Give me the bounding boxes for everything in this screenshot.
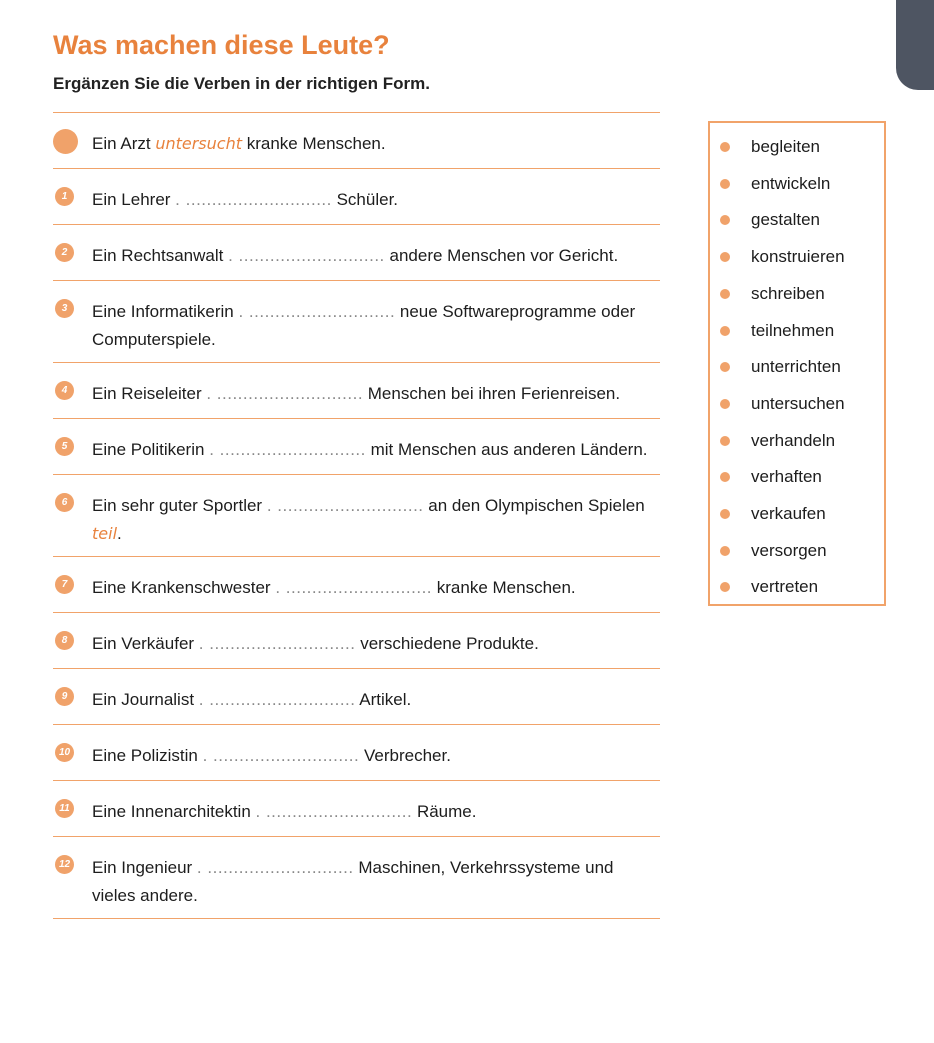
answer-blank[interactable]: . ............................ xyxy=(206,384,364,403)
item-subject: Eine Politikerin xyxy=(92,440,205,459)
verb-item xyxy=(720,464,822,490)
bullet-dot-icon xyxy=(720,436,730,446)
answer-blank[interactable]: . ............................ xyxy=(175,190,332,209)
verb-label: unterrichten xyxy=(751,357,841,377)
item-subject: Eine Informatikerin xyxy=(92,302,234,321)
item-subject: Eine Krankenschwester xyxy=(92,578,271,597)
verb-item xyxy=(720,281,825,307)
item-rest: mit Menschen aus anderen Ländern. xyxy=(365,440,648,459)
item-number-badge: 5 xyxy=(55,437,74,456)
instruction: Ergänzen Sie die Verben in der richtigen Form. xyxy=(53,74,430,93)
answer-blank[interactable]: . ............................ xyxy=(275,578,433,597)
verb-label: gestalten xyxy=(751,210,820,230)
answer-blank[interactable]: . ............................ xyxy=(196,858,354,877)
bullet-dot-icon xyxy=(720,215,730,225)
exercise-item xyxy=(53,836,660,918)
item-rest: verschiedene Produkte. xyxy=(355,634,539,653)
answer-blank[interactable]: . ............................ xyxy=(255,802,413,821)
verb-item xyxy=(720,538,827,564)
item-rest: Maschinen, Verkehrssysteme und vieles andere. xyxy=(92,858,614,905)
item-sentence xyxy=(92,686,660,714)
exercise-item xyxy=(53,780,660,836)
verb-label: versorgen xyxy=(751,540,827,560)
item-number-badge: 2 xyxy=(55,243,74,262)
item-sentence xyxy=(92,186,660,214)
exercise-item xyxy=(53,418,660,474)
item-subject: Ein Reiseleiter xyxy=(92,384,202,403)
verb-label: verhandeln xyxy=(751,430,836,450)
page-corner-tab xyxy=(896,0,934,90)
bullet-dot-icon xyxy=(720,179,730,189)
item-subject: Ein Journalist xyxy=(92,690,195,709)
closing-rule xyxy=(53,918,660,919)
example-after: kranke Menschen. xyxy=(241,134,386,153)
item-subject: Eine Polizistin xyxy=(92,746,198,765)
item-rest: Menschen bei ihren Ferienreisen. xyxy=(363,384,621,403)
verb-label: schreiben xyxy=(751,283,825,303)
verb-label: vertreten xyxy=(751,577,819,597)
verb-item xyxy=(720,318,834,344)
exercise-list xyxy=(53,112,660,919)
verb-item xyxy=(720,501,826,527)
verb-label: konstruieren xyxy=(751,247,845,267)
exercise-item xyxy=(53,224,660,280)
item-sentence xyxy=(92,854,660,910)
verb-label: begleiten xyxy=(751,137,821,156)
bullet-dot-icon xyxy=(720,326,730,336)
item-rest: neue Softwareprogramme oder Computerspiele. xyxy=(92,302,636,349)
item-sentence xyxy=(92,798,660,826)
bullet-dot-icon xyxy=(720,399,730,409)
exercise-item xyxy=(53,280,660,362)
example-answer: untersucht xyxy=(155,134,242,153)
bullet-dot-icon xyxy=(720,362,730,372)
answer-blank[interactable]: . ............................ xyxy=(198,634,356,653)
verb-item xyxy=(720,244,845,270)
item-subject: Ein Verkäufer xyxy=(92,634,195,653)
item-number-badge: 9 xyxy=(55,687,74,706)
example-row xyxy=(53,112,660,168)
item-sentence xyxy=(92,380,660,408)
item-rest: Verbrecher. xyxy=(359,746,451,765)
exercise-item xyxy=(53,668,660,724)
verb-label: verkaufen xyxy=(751,504,826,523)
item-subject: Ein Lehrer xyxy=(92,190,171,209)
item-sentence xyxy=(92,630,660,658)
verb-label: entwickeln xyxy=(751,173,831,193)
item-answer: teil xyxy=(92,524,118,543)
verb-item xyxy=(720,574,818,600)
bullet-dot-icon xyxy=(720,289,730,299)
answer-blank[interactable]: . ............................ xyxy=(228,246,385,265)
item-rest: Räume. xyxy=(412,802,477,821)
item-number-badge: 6 xyxy=(55,493,74,512)
answer-blank[interactable]: . ............................ xyxy=(238,302,396,321)
item-subject: Ein Ingenieur xyxy=(92,858,193,877)
example-badge xyxy=(53,129,78,154)
item-number-badge: 10 xyxy=(55,743,74,762)
verb-item xyxy=(720,134,820,160)
bullet-dot-icon xyxy=(720,472,730,482)
example-sentence xyxy=(92,130,660,158)
exercise-item xyxy=(53,168,660,224)
answer-blank[interactable]: . ............................ xyxy=(202,746,360,765)
item-rest: kranke Menschen. xyxy=(432,578,576,597)
exercise-item xyxy=(53,724,660,780)
verb-item xyxy=(720,391,845,417)
exercise-item xyxy=(53,612,660,668)
item-number-badge: 4 xyxy=(55,381,74,400)
item-number-badge: 11 xyxy=(55,799,74,818)
bullet-dot-icon xyxy=(720,509,730,519)
item-rest: Schüler. xyxy=(331,190,399,209)
bullet-dot-icon xyxy=(720,546,730,556)
verb-label: teilnehmen xyxy=(751,320,835,340)
verb-item xyxy=(720,171,830,197)
verb-item xyxy=(720,207,820,233)
item-number-badge: 7 xyxy=(55,575,74,594)
exercise-item xyxy=(53,556,660,612)
verb-item xyxy=(720,428,835,454)
item-number-badge: 1 xyxy=(55,187,74,206)
item-rest: andere Menschen vor Gericht. xyxy=(384,246,619,265)
exercise-item xyxy=(53,362,660,418)
item-subject: Ein sehr guter Sportler xyxy=(92,496,263,515)
bullet-dot-icon xyxy=(720,142,730,152)
verb-label: untersuchen xyxy=(751,393,845,413)
example-before: Ein Arzt xyxy=(92,134,156,153)
item-number-badge: 3 xyxy=(55,299,74,318)
item-subject: Ein Rechtsanwalt xyxy=(92,246,224,265)
page-title: Was machen diese Leute? xyxy=(53,30,390,60)
exercise-item xyxy=(53,474,660,556)
item-rest: Artikel. xyxy=(355,690,412,709)
verb-item xyxy=(720,354,841,380)
item-sentence xyxy=(92,742,660,770)
item-sentence xyxy=(92,492,660,548)
answer-blank[interactable]: . ............................ xyxy=(209,440,366,459)
item-sentence xyxy=(92,436,660,464)
bullet-dot-icon xyxy=(720,252,730,262)
verb-box xyxy=(708,121,886,606)
item-sentence xyxy=(92,574,660,602)
answer-blank[interactable]: . ............................ xyxy=(266,496,424,515)
item-tail: . xyxy=(117,524,122,543)
item-rest: an den Olympischen Spielen xyxy=(423,496,645,515)
answer-blank[interactable]: . ............................ xyxy=(198,690,356,709)
item-number-badge: 12 xyxy=(55,855,74,874)
bullet-dot-icon xyxy=(720,582,730,592)
item-number-badge: 8 xyxy=(55,631,74,650)
item-sentence xyxy=(92,298,660,354)
item-sentence xyxy=(92,242,660,270)
verb-label: verhaften xyxy=(751,467,822,487)
item-subject: Eine Innenarchitektin xyxy=(92,802,251,821)
